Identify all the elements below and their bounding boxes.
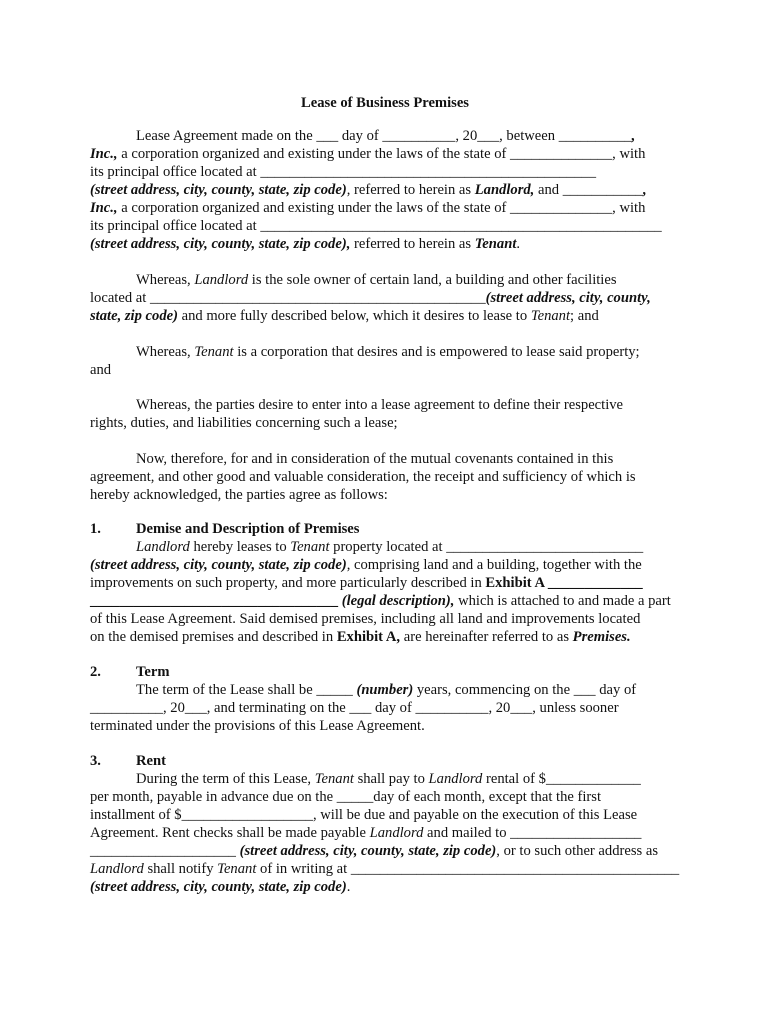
section-3-line-6: Landlord shall notify Tenant of in writing at _____________________________________________ [90, 861, 680, 877]
section-2-line-2: __________, 20___, and terminating on the ___ day of __________, 20___, unless sooner [90, 700, 619, 716]
section-3-line-7: (street address, city, county, state, zip code). [90, 879, 351, 895]
section-2-line-1: The term of the Lease shall be _____ (number) years, commencing on the ___ day of [136, 682, 637, 698]
section-1-line-5: of this Lease Agreement. Said demised premises, including all land and improvements located [90, 611, 641, 627]
whereas2-line-1: Whereas, Tenant is a corporation that desires and is empowered to lease said property; [136, 344, 640, 360]
intro-line-4: (street address, city, county, state, zip code), referred to herein as Landlord, and ___________, [90, 182, 647, 198]
section-2-line-3: terminated under the provisions of this Lease Agreement. [90, 718, 425, 734]
document-title: Lease of Business Premises [301, 95, 469, 111]
intro-line-6: its principal office located at _______________________________________________________ [90, 218, 662, 234]
section-3-line-1: During the term of this Lease, Tenant shall pay to Landlord rental of $_____________ [136, 771, 641, 787]
section-1-line-4: __________________________________ (legal description), which is attached to and made a part [90, 593, 671, 609]
whereas1-line-3: state, zip code) and more fully described below, which it desires to lease to Tenant; and [90, 308, 599, 324]
section-1-line-6: on the demised premises and described in Exhibit A, are hereinafter referred to as Premises. [90, 629, 631, 645]
section-1-line-2: (street address, city, county, state, zip code), comprising land and a building, together with the [90, 557, 642, 573]
intro-line-1: Lease Agreement made on the ___ day of __________, 20___, between __________, [136, 128, 636, 144]
section-2-heading: Term [136, 664, 170, 680]
whereas3-line-2: rights, duties, and liabilities concerning such a lease; [90, 415, 398, 431]
section-3-line-2: per month, payable in advance due on the _____day of each month, except that the first [90, 789, 602, 805]
section-1-number: 1. [90, 521, 101, 537]
now-line-3: hereby acknowledged, the parties agree as follows: [90, 487, 388, 503]
now-line-1: Now, therefore, for and in consideration of the mutual covenants contained in this [136, 451, 614, 467]
section-3-line-4: Agreement. Rent checks shall be made payable Landlord and mailed to __________________ [90, 825, 642, 841]
section-3-number: 3. [90, 753, 101, 769]
section-1-line-1: Landlord hereby leases to Tenant property located at ___________________________ [136, 539, 644, 555]
whereas2-line-2: and [90, 362, 112, 378]
section-1-line-3: improvements on such property, and more particularly described in Exhibit A _____________ [90, 575, 643, 591]
section-3-line-5: ____________________ (street address, city, county, state, zip code), or to such other address as [90, 843, 659, 859]
section-3-heading: Rent [136, 753, 166, 769]
section-3-line-3: installment of $__________________, will be due and payable on the execution of this Lease [90, 807, 638, 823]
whereas1-line-1: Whereas, Landlord is the sole owner of certain land, a building and other facilities [136, 272, 617, 288]
section-1-heading: Demise and Description of Premises [136, 521, 360, 537]
intro-line-2: Inc., a corporation organized and existing under the laws of the state of ______________, with [90, 146, 646, 162]
now-line-2: agreement, and other good and valuable consideration, the receipt and sufficiency of which is [90, 469, 636, 485]
whereas1-line-2: located at ______________________________________________(street address, city, county, [90, 290, 651, 306]
intro-line-5: Inc., a corporation organized and existing under the laws of the state of ______________, with [90, 200, 646, 216]
intro-line-3: its principal office located at ______________________________________________ [90, 164, 596, 180]
section-2-number: 2. [90, 664, 101, 680]
whereas3-line-1: Whereas, the parties desire to enter into a lease agreement to define their respective [136, 397, 624, 413]
intro-line-7: (street address, city, county, state, zip code), referred to herein as Tenant. [90, 236, 521, 252]
